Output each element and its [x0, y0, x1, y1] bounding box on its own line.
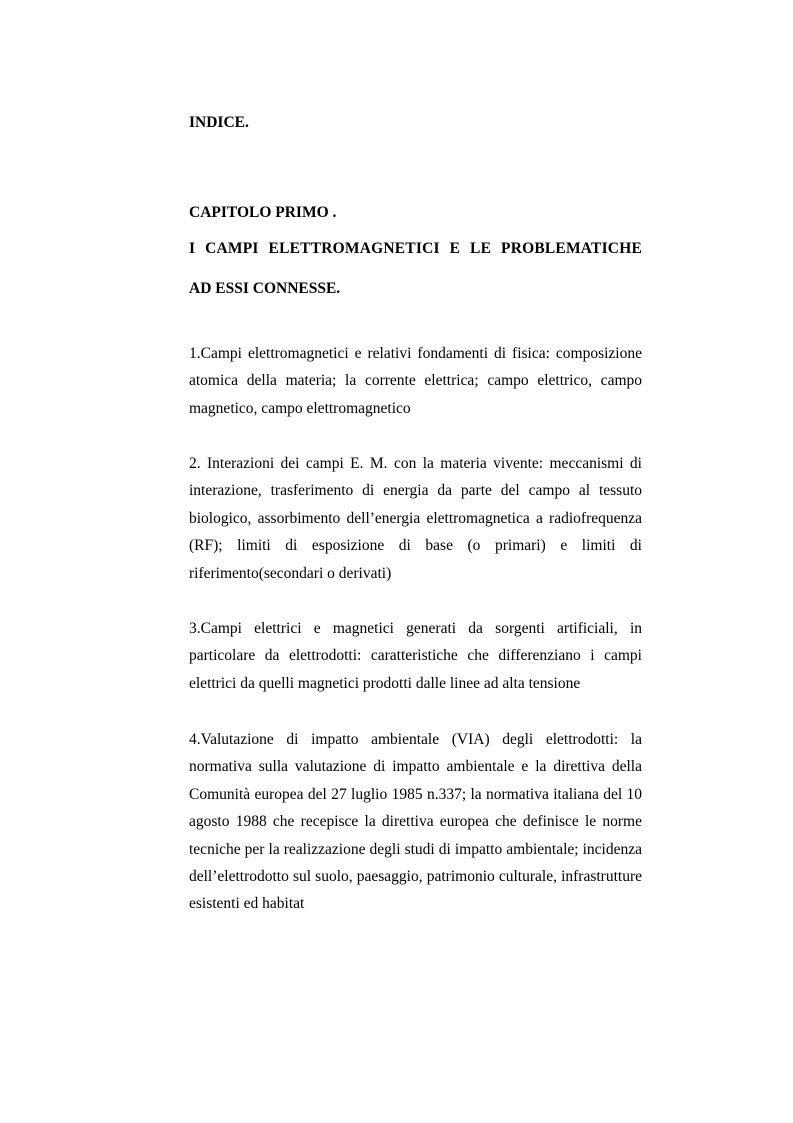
chapter-title-line-2: AD ESSI CONNESSE. [189, 280, 341, 297]
toc-section-2: 2. Interazioni dei campi E. M. con la materia vivente: meccanismi di interazione, trasferimento di energia da parte del campo al tessuto biologico, assorbimento dell’energia elettromagnetica a radiofrequenza (RF); limiti di esposizione di base (o primari) e limiti di riferimento(secondari o derivati) [189, 455, 642, 582]
toc-section-1: 1.Campi elettromagnetici e relativi fondamenti di fisica: composizione atomica della materia; la corrente elettrica; campo elettrico, campo magnetico, campo elettromagnetico [189, 345, 642, 417]
toc-section-4: 4.Valutazione di impatto ambientale (VIA) degli elettrodotti: la normativa sulla valutazione di impatto ambientale e la direttiva della Comunità europea del 27 luglio 1985 n.337; la normativa italiana del 10 agosto 1988 che recepisce la direttiva europea che definisce le norme tecniche per la realizzazione degli studi di impatto ambientale; incidenza dell’elettrodotto sul suolo, paesaggio, patrimonio culturale, infrastrutture esistenti ed habitat [189, 731, 642, 913]
toc-section-3: 3.Campi elettrici e magnetici generati da sorgenti artificiali, in particolare da elettrodotti: caratteristiche che differenziano i campi elettrici da quelli magnetici prodotti dalle linee ad alta tensione [189, 620, 642, 692]
chapter-label: CAPITOLO PRIMO . [189, 204, 337, 221]
chapter-title-line-1: I CAMPI ELETTROMAGNETICI E LE PROBLEMATICHE [189, 240, 642, 257]
index-heading: INDICE. [189, 114, 249, 131]
